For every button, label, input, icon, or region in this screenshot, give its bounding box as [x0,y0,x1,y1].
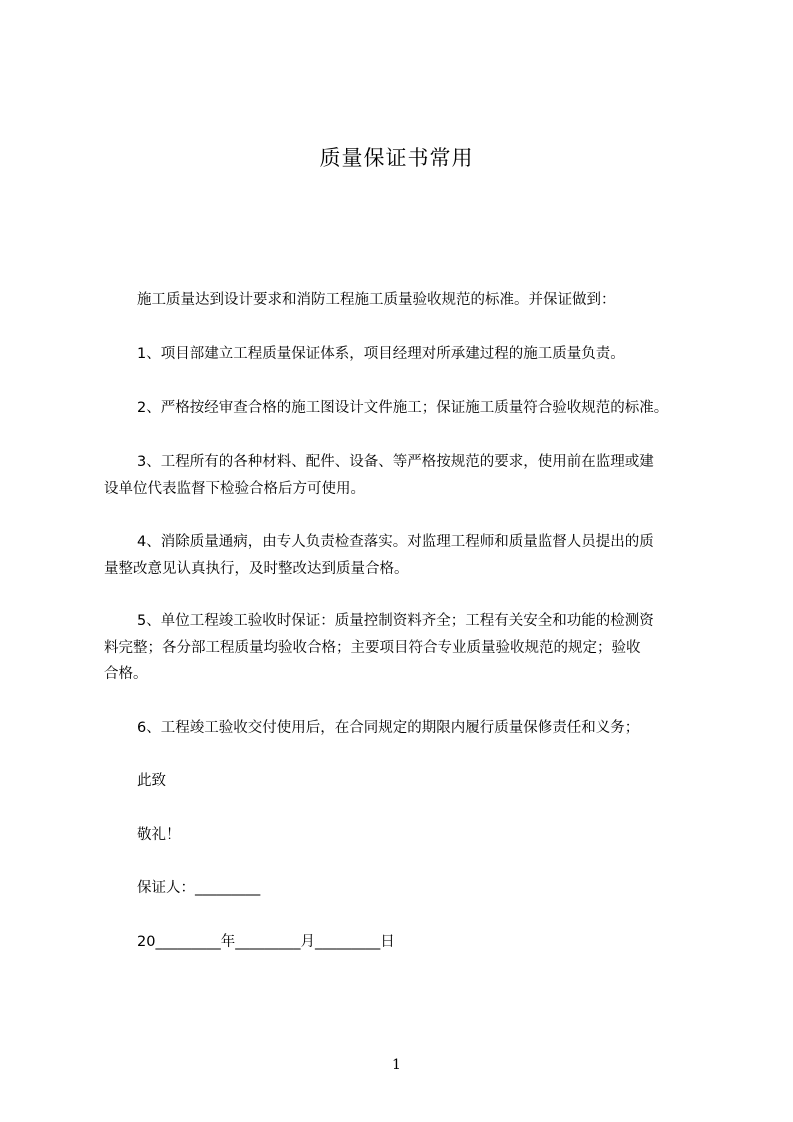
item-2: 2、严格按经审查合格的施工图设计文件施工；保证施工质量符合验收规范的标准。 [137,400,669,416]
intro-paragraph: 施工质量达到设计要求和消防工程施工质量验收规范的标准。并保证做到： [137,292,616,308]
item-6: 6、工程竣工验收交付使用后，在合同规定的期限内履行质量保修责任和义务； [137,720,640,736]
item-5-line-1: 5、单位工程竣工验收时保证：质量控制资料齐全；工程有关安全和功能的检测资 [137,613,654,629]
date-line: 20_________年_________月_________日 [137,934,395,950]
page-number: 1 [392,1057,401,1073]
item-4-line-2: 量整改意见认真执行，及时整改达到质量合格。 [104,561,409,577]
closing-regards: 敬礼！ [137,827,181,843]
closing-salutation: 此致 [137,773,166,789]
item-4-line-1: 4、消除质量通病，由专人负责检查落实。对监理工程师和质量监督人员提出的质 [137,534,654,550]
guarantor-line: 保证人：_________ [137,880,261,896]
item-3-line-1: 3、工程所有的各种材料、配件、设备、等严格按规范的要求，使用前在监理或建 [137,454,654,470]
item-3-line-2: 设单位代表监督下检验合格后方可使用。 [104,481,365,497]
item-5-line-2: 料完整；各分部工程质量均验收合格；主要项目符合专业质量验收规范的规定；验收 [104,640,641,656]
item-5-line-3: 合格。 [104,666,148,682]
item-1: 1、项目部建立工程质量保证体系，项目经理对所承建过程的施工质量负责。 [137,346,625,362]
document-title: 质量保证书常用 [319,146,474,170]
